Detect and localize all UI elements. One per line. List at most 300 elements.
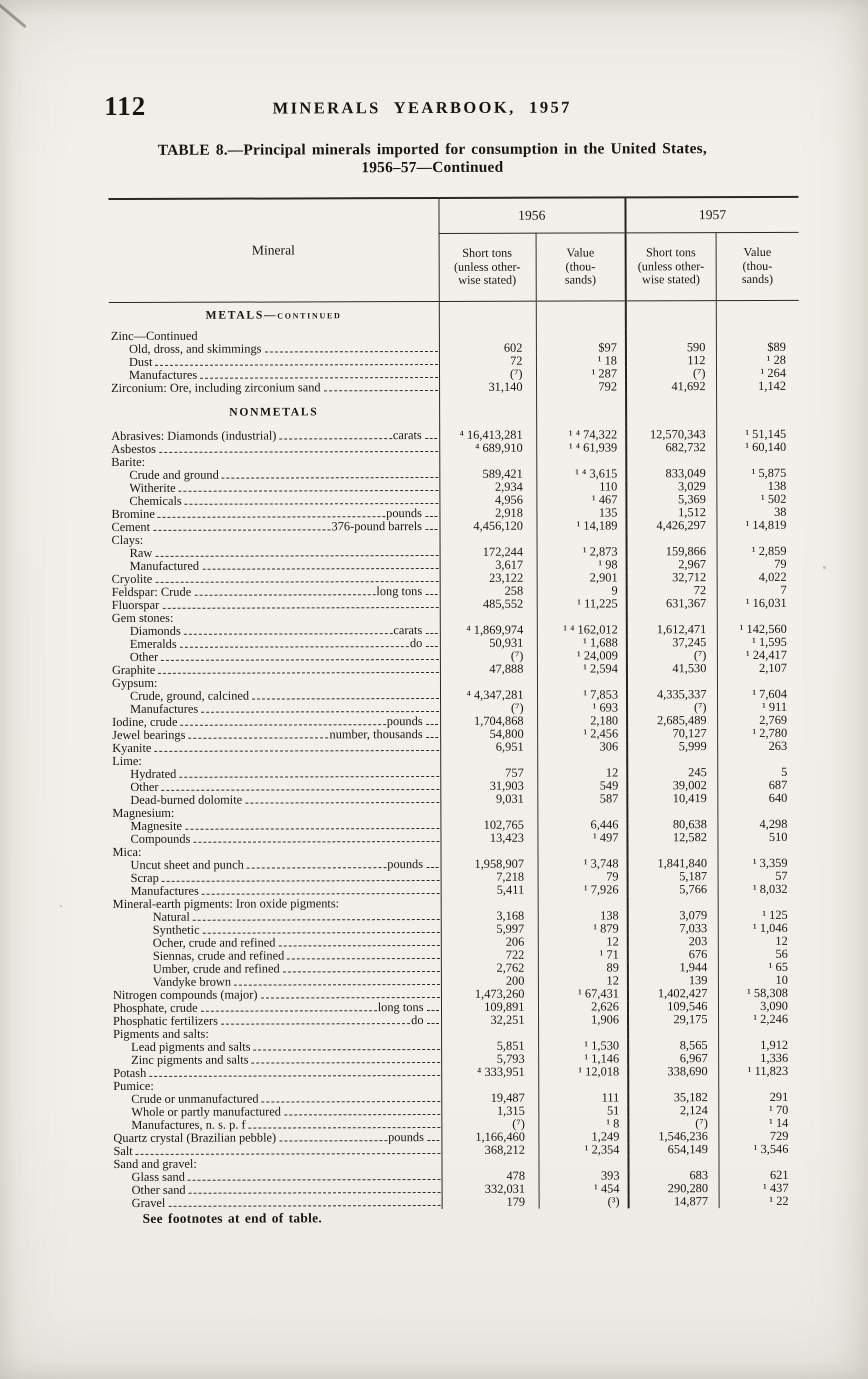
cell-short-tons-1957: 37,245 [627, 636, 717, 649]
section-header-row [109, 393, 799, 430]
dotted-leader [155, 554, 438, 556]
mineral-label: Mineral-earth pigments: Iron oxide pigments: [112, 896, 340, 912]
dotted-leader [260, 996, 439, 998]
section-label: NONMETALS [229, 405, 319, 419]
mineral-label: Manufactures, n. s. p. f [131, 1117, 246, 1132]
cell-value-1956: ¹ 497 [537, 831, 627, 844]
dotted-leader [279, 438, 391, 439]
cell-short-tons-1957: 10,419 [627, 792, 717, 805]
cell-value-1956 [536, 301, 626, 329]
cell-short-tons-1956: 1,166,460 [441, 1131, 538, 1144]
cell-value-1957: ¹ 65 [718, 961, 801, 974]
footnote-reference: See footnotes at end of table. [142, 1210, 323, 1226]
cell-short-tons-1957: 1,841,840 [628, 857, 718, 870]
mineral-label: Diamonds [129, 623, 181, 638]
cell-short-tons-1956: ⁴ 16,413,281 [439, 429, 536, 442]
col-header-value-1956: Value (thou- sands) [536, 233, 626, 301]
mineral-label: Lead pigments and salts [131, 1039, 251, 1054]
cell-value-1956: 792 [536, 380, 626, 393]
dotted-leader [180, 646, 409, 648]
cell-value-1956: ¹ 7,853 [537, 688, 627, 701]
unit-label: do [409, 636, 423, 651]
cell-value-1956: 549 [537, 779, 627, 792]
cell-value-1957: ¹ 28 [716, 354, 799, 367]
cell-value-1956: ¹ 454 [539, 1182, 629, 1195]
cell-value-1956: ¹ 11,225 [537, 597, 627, 610]
cell-short-tons-1956: 72 [439, 355, 536, 368]
mineral-name-cell [110, 650, 440, 664]
mineral-label: Crude, ground, calcined [129, 688, 250, 703]
cell-short-tons-1957: 1,546,236 [628, 1130, 718, 1143]
cell-value-1957 [716, 393, 799, 428]
cell-short-tons-1956: 179 [442, 1196, 539, 1209]
cell-short-tons-1957: 39,002 [627, 779, 717, 792]
cell-value-1957: ¹ 8,032 [718, 883, 801, 896]
cell-short-tons-1956: 722 [441, 949, 538, 962]
dotted-leader [149, 1074, 439, 1076]
cell-value-1957: ¹ 502 [716, 493, 799, 506]
dotted-leader [179, 489, 438, 491]
cell-value-1956: 1,906 [538, 1013, 628, 1026]
dotted-leader-tail [427, 1009, 439, 1010]
mineral-label: Nitrogen compounds (major) [112, 987, 258, 1003]
table-title-line-2: 1956–57—Continued [361, 158, 504, 176]
cell-short-tons-1957: 5,187 [628, 870, 718, 883]
cell-value-1957: 640 [717, 792, 800, 805]
mineral-label: Abrasives: Diamonds (industrial) [111, 428, 277, 444]
cell-short-tons-1957: 159,866 [627, 545, 717, 558]
cell-short-tons-1956: 258 [440, 585, 537, 598]
cell-value-1956: 12 [538, 974, 628, 987]
cell-value-1956: ¹ 98 [537, 558, 627, 571]
unit-label: long tons [377, 1000, 424, 1015]
mineral-label: Crude or unmanufactured [131, 1091, 259, 1106]
cell-short-tons-1957: 245 [627, 766, 717, 779]
cell-short-tons-1956: ⁴ 333,951 [441, 1066, 538, 1079]
mineral-label: Pigments and salts: [113, 1026, 209, 1042]
dotted-leader [188, 1178, 440, 1180]
dotted-leader [155, 580, 438, 582]
unit-label: number, thousands [329, 727, 423, 742]
cell-short-tons-1956: 2,934 [439, 481, 536, 494]
cell-value-1957: ¹ 2,859 [717, 545, 800, 558]
cell-short-tons-1956: 2,762 [441, 962, 538, 975]
mineral-name-cell [110, 767, 440, 781]
dotted-leader [264, 350, 437, 352]
mineral-row [110, 831, 800, 846]
cell-value-1956: 79 [538, 870, 628, 883]
mineral-label: Witherite [129, 480, 176, 495]
cell-value-1956: ¹ 67,431 [538, 987, 628, 1000]
cell-value-1957: ¹ 14 [718, 1117, 801, 1130]
col-group-1957: 1957 [625, 197, 798, 233]
cell-value-1956: ¹ ⁴ 3,615 [536, 467, 626, 480]
mineral-label: Barite: [111, 454, 146, 470]
mineral-label: Manufactured [129, 558, 200, 573]
cell-value-1957: ¹ 58,308 [718, 987, 801, 1000]
dotted-leader [162, 788, 439, 790]
dotted-leader [245, 801, 439, 803]
cell-value-1957: ¹ 437 [719, 1182, 802, 1195]
dotted-leader [184, 633, 393, 635]
cell-value-1957: 1,336 [718, 1052, 801, 1065]
cell-short-tons-1957: 12,570,343 [626, 428, 716, 441]
cell-short-tons-1956: ⁴ 689,910 [439, 442, 536, 455]
mineral-label: Manufactures [130, 701, 199, 716]
mineral-label: Lime: [112, 753, 142, 769]
cell-short-tons-1956: 206 [441, 936, 538, 949]
mineral-row [111, 1013, 801, 1028]
dotted-leader [188, 737, 328, 738]
cell-value-1956: ¹ ⁴ 74,322 [536, 428, 626, 441]
cell-value-1956: ¹ 1,688 [537, 636, 627, 649]
unit-label: pounds [386, 714, 423, 729]
cell-value-1956: ¹ 879 [538, 922, 628, 935]
mineral-label: Jewel bearings [112, 727, 186, 743]
cell-short-tons-1956: 485,552 [440, 598, 537, 611]
mineral-name-cell [110, 728, 440, 742]
mineral-label: Manufactures [128, 367, 198, 382]
mineral-label: Glass sand [131, 1169, 185, 1184]
mineral-label: Crude and ground [129, 467, 219, 482]
mineral-name-cell [110, 533, 440, 547]
cell-value-1957: 510 [717, 831, 800, 844]
mineral-label: Salt [113, 1143, 133, 1159]
cell-value-1956: ¹ 14,189 [536, 519, 626, 532]
cell-short-tons-1957: 1,944 [628, 961, 718, 974]
cell-short-tons-1956: (⁷) [440, 650, 537, 663]
cell-value-1956: 9 [537, 584, 627, 597]
mineral-name-cell [109, 381, 439, 395]
cell-value-1957: 687 [717, 779, 800, 792]
mineral-label: Other [129, 649, 159, 664]
mineral-label: Siennas, crude and refined [152, 948, 285, 963]
dotted-leader [179, 775, 438, 777]
dotted-leader [158, 671, 438, 673]
cell-short-tons-1956: 5,851 [441, 1040, 538, 1053]
cell-value-1957: ¹ 51,145 [716, 428, 799, 441]
cell-value-1956: ¹ 2,456 [537, 727, 627, 740]
cell-short-tons-1956: 9,031 [440, 793, 537, 806]
mineral-name-cell [110, 663, 440, 677]
cell-value-1957: 79 [717, 558, 800, 571]
cell-short-tons-1957: 14,877 [629, 1195, 719, 1208]
dotted-leader [279, 1140, 387, 1141]
cell-short-tons-1957: 676 [628, 948, 718, 961]
mineral-label: Potash [113, 1065, 147, 1081]
unit-label: carats [392, 428, 422, 443]
dotted-leader-tail [425, 632, 437, 633]
cell-value-1956: 2,901 [537, 571, 627, 584]
unit-label: pounds [387, 857, 424, 872]
mineral-label: Quartz crystal (Brazilian pebble) [113, 1130, 277, 1146]
mineral-label: Compounds [130, 831, 191, 846]
dotted-leader [254, 1048, 440, 1050]
dotted-leader [185, 502, 438, 504]
year-group-header-row [108, 197, 798, 235]
cell-value-1957: $89 [716, 341, 799, 354]
cell-value-1956: ¹ 693 [537, 701, 627, 714]
cell-value-1956: ¹ 2,873 [537, 545, 627, 558]
mineral-label: Raw [129, 545, 153, 560]
cell-short-tons-1957: 7,033 [628, 922, 718, 935]
mineral-name-cell [110, 741, 440, 755]
cell-short-tons-1956: 589,421 [439, 468, 536, 481]
dotted-leader [262, 1100, 440, 1102]
mineral-name-cell [109, 520, 439, 534]
unit-label: do [411, 1013, 424, 1028]
dotted-leader [189, 1191, 440, 1193]
running-header: MINERALS YEARBOOK, 1957 [272, 97, 572, 118]
cell-value-1956: 110 [536, 480, 626, 493]
cell-short-tons-1957 [626, 393, 716, 428]
mineral-label: Emeralds [129, 636, 177, 651]
dotted-leader-tail [425, 645, 437, 646]
cell-short-tons-1956: 32,251 [441, 1014, 538, 1027]
dotted-leader [168, 1204, 440, 1206]
col-header-value-1957: Value (thou- sands) [716, 232, 799, 300]
mineral-name-cell [111, 1066, 441, 1080]
cell-value-1957: ¹ 2,246 [718, 1013, 801, 1026]
cell-value-1956: 2,626 [538, 1000, 628, 1013]
cell-value-1957: ¹ 264 [716, 367, 799, 380]
cell-value-1957: ¹ 5,875 [716, 467, 799, 480]
mineral-row [110, 662, 800, 677]
mineral-label: Uncut sheet and punch [130, 857, 244, 872]
cell-value-1957: 2,107 [717, 662, 800, 675]
cell-short-tons-1957: 41,692 [626, 380, 716, 393]
dotted-leader [283, 970, 440, 971]
cell-short-tons-1956: (⁷) [439, 368, 536, 381]
cell-value-1957 [718, 1156, 801, 1169]
cell-short-tons-1956: 50,931 [440, 637, 537, 650]
cell-short-tons-1957: 5,999 [627, 740, 717, 753]
cell-value-1956: $97 [536, 341, 626, 354]
cell-short-tons-1956: (⁷) [440, 702, 537, 715]
cell-value-1957: ¹ 11,823 [718, 1065, 801, 1078]
dotted-leader [284, 1113, 440, 1114]
mineral-label: Ocher, crude and refined [152, 935, 276, 950]
mineral-label: Gem stones: [111, 610, 174, 626]
cell-value-1957: ¹ 125 [718, 909, 801, 922]
col-group-1956: 1956 [438, 197, 625, 233]
cell-value-1957: 56 [718, 948, 801, 961]
cell-value-1957: ¹ 3,546 [718, 1143, 801, 1156]
dotted-leader-tail [425, 437, 437, 438]
cell-value-1957: 57 [718, 870, 801, 883]
mineral-label: Phosphatic fertilizers [113, 1013, 219, 1029]
dotted-leader-tail [427, 1022, 439, 1023]
mineral-label: Gypsum: [111, 675, 158, 691]
dotted-leader [162, 606, 438, 608]
cell-value-1956: ¹ 287 [536, 367, 626, 380]
cell-short-tons-1957: 2,124 [628, 1104, 718, 1117]
unit-label: 376-pound barrels [331, 519, 423, 534]
mineral-label: Dead-burned dolomite [130, 792, 243, 807]
cell-short-tons-1957: 1,512 [626, 506, 716, 519]
cell-value-1957: 7 [717, 584, 800, 597]
cell-value-1957: ¹ 1,046 [718, 922, 801, 935]
section-title [109, 301, 439, 330]
cell-value-1957: 1,912 [718, 1039, 801, 1052]
cell-short-tons-1957: 2,967 [627, 558, 717, 571]
cell-value-1957: 38 [716, 506, 799, 519]
cell-value-1956: 12 [537, 766, 627, 779]
dotted-leader [234, 983, 439, 985]
cell-value-1957: ¹ 60,140 [716, 441, 799, 454]
cell-short-tons-1956: 23,122 [440, 572, 537, 585]
cell-short-tons-1957: 12,582 [627, 831, 717, 844]
cell-short-tons-1956: 3,168 [441, 910, 538, 923]
cell-short-tons-1956: 5,997 [441, 923, 538, 936]
cell-short-tons-1957: 5,766 [628, 883, 718, 896]
cell-short-tons-1956: 3,617 [440, 559, 537, 572]
cell-short-tons-1956 [439, 394, 536, 429]
cell-short-tons-1956: 31,903 [440, 780, 537, 793]
dotted-leader [154, 749, 438, 751]
dotted-leader [203, 931, 440, 933]
dotted-leader [252, 1061, 440, 1063]
cell-value-1957: ¹ 1,595 [717, 636, 800, 649]
cell-short-tons-1957: 41,530 [627, 662, 717, 675]
cell-short-tons-1956: 368,212 [441, 1144, 538, 1157]
cell-value-1956: ¹ 1,530 [538, 1039, 628, 1052]
cell-value-1957: 291 [718, 1091, 801, 1104]
cell-short-tons-1957: 112 [626, 354, 716, 367]
cell-short-tons-1957: 35,182 [628, 1091, 718, 1104]
cell-value-1956: 6,446 [537, 818, 627, 831]
col-header-short-tons-1957: Short tons (unless other- wise stated) [626, 233, 716, 301]
cell-short-tons-1957: (⁷) [628, 1117, 718, 1130]
cell-short-tons-1957: 29,175 [628, 1013, 718, 1026]
cell-short-tons-1956: 4,456,120 [439, 520, 536, 533]
cell-short-tons-1956 [439, 301, 536, 329]
unit-label: pounds [386, 506, 422, 521]
mineral-label: Zirconium: Ore, including zirconium sand [111, 380, 321, 396]
cell-short-tons-1956: 31,140 [439, 381, 536, 394]
mineral-label: Vandyke brown [152, 974, 232, 989]
cell-value-1957: 729 [718, 1130, 801, 1143]
dotted-leader [200, 376, 437, 378]
cell-value-1956: ¹ 8 [538, 1117, 628, 1130]
cell-value-1957: 5 [717, 766, 800, 779]
cell-value-1956: ¹ 18 [536, 354, 626, 367]
cell-short-tons-1956: 4,956 [439, 494, 536, 507]
dotted-leader [161, 658, 438, 660]
section-label: METALS—continued [205, 308, 342, 322]
cell-short-tons-1957: 338,690 [628, 1065, 718, 1078]
mineral-name-cell [110, 832, 440, 846]
cell-value-1956: 2,180 [537, 714, 627, 727]
dotted-leader [193, 918, 439, 920]
cell-value-1956: ¹ 3,748 [538, 857, 628, 870]
mineral-name-cell [111, 1053, 441, 1067]
mineral-label: Zinc pigments and salts [131, 1052, 249, 1067]
cell-short-tons-1957: 139 [628, 974, 718, 987]
dotted-leader [158, 516, 385, 518]
mineral-label: Magnesium: [112, 805, 175, 821]
mineral-label: Umber, crude and refined [152, 961, 280, 976]
cell-value-1957: 10 [718, 974, 801, 987]
cell-value-1957: ¹ 14,819 [716, 519, 799, 532]
cell-short-tons-1956: 5,411 [441, 884, 538, 897]
dotted-leader [324, 389, 438, 390]
dotted-leader [159, 450, 438, 452]
cell-value-1957: 12 [718, 935, 801, 948]
mineral-label: Other [130, 779, 159, 794]
cell-value-1956: ¹ 1,146 [538, 1052, 628, 1065]
mineral-label: Whole or partly manufactured [131, 1104, 282, 1119]
cell-short-tons-1957: 590 [626, 341, 716, 354]
cell-short-tons-1956: 5,793 [441, 1053, 538, 1066]
mineral-name-cell [110, 559, 440, 573]
cell-value-1956: 51 [538, 1104, 628, 1117]
cell-value-1957: 4,298 [717, 818, 800, 831]
cell-value-1957: 621 [719, 1169, 802, 1182]
cell-short-tons-1956: 13,423 [440, 832, 537, 845]
unit-label: long tons [376, 584, 423, 599]
dotted-leader-tail [425, 528, 437, 529]
cell-value-1956: ¹ 2,594 [537, 662, 627, 675]
table-title-line-1: TABLE 8.—Principal minerals imported for consumption in the United States, [157, 140, 707, 159]
cell-short-tons-1956: 2,918 [439, 507, 536, 520]
cell-short-tons-1957: 1,612,471 [627, 623, 717, 636]
cell-value-1957 [718, 896, 801, 909]
cell-short-tons-1956: 478 [442, 1170, 539, 1183]
cell-short-tons-1957: 203 [628, 935, 718, 948]
mineral-label: Scrap [130, 870, 159, 885]
cell-short-tons-1957: 32,712 [627, 571, 717, 584]
dotted-leader [222, 476, 438, 478]
cell-short-tons-1957: 1,402,427 [628, 987, 718, 1000]
dotted-leader [252, 697, 438, 699]
cell-value-1957 [716, 300, 799, 328]
mineral-row [109, 519, 799, 534]
col-header-mineral: Mineral [108, 198, 438, 303]
cell-value-1956: 587 [537, 792, 627, 805]
dotted-leader [278, 944, 439, 946]
cell-value-1957: ¹ 16,031 [717, 597, 800, 610]
dotted-leader [221, 1023, 410, 1025]
cell-short-tons-1957: (⁷) [627, 701, 717, 714]
cell-short-tons-1956: 54,800 [440, 728, 537, 741]
cell-value-1957 [716, 328, 799, 341]
cell-value-1956: ¹ 7,926 [538, 883, 628, 896]
cell-short-tons-1956: 1,704,868 [440, 715, 537, 728]
mineral-label: Hydrated [130, 766, 177, 781]
cell-short-tons-1957: 6,967 [628, 1052, 718, 1065]
mineral-label: Synthetic [152, 922, 200, 937]
unit-label: carats [393, 623, 423, 638]
mineral-name-cell [111, 1131, 441, 1145]
cell-value-1957: ¹ 24,417 [717, 649, 800, 662]
dotted-leader [202, 567, 438, 569]
cell-value-1956: 138 [538, 909, 628, 922]
dotted-leader [287, 957, 439, 958]
section-header-row [109, 300, 799, 330]
cell-short-tons-1956: (⁷) [441, 1118, 538, 1131]
mineral-label: Gravel [131, 1195, 166, 1210]
mineral-label: Dust [128, 354, 153, 369]
mineral-row [111, 1065, 801, 1080]
section-title [109, 394, 439, 430]
cell-short-tons-1956: 1,958,907 [441, 858, 538, 871]
cell-short-tons-1956: ⁴ 1,869,974 [440, 624, 537, 637]
table-title [52, 140, 812, 177]
cell-short-tons-1957: 4,335,337 [627, 688, 717, 701]
mineral-label: Clays: [111, 532, 144, 548]
cell-short-tons-1957: 3,079 [628, 909, 718, 922]
